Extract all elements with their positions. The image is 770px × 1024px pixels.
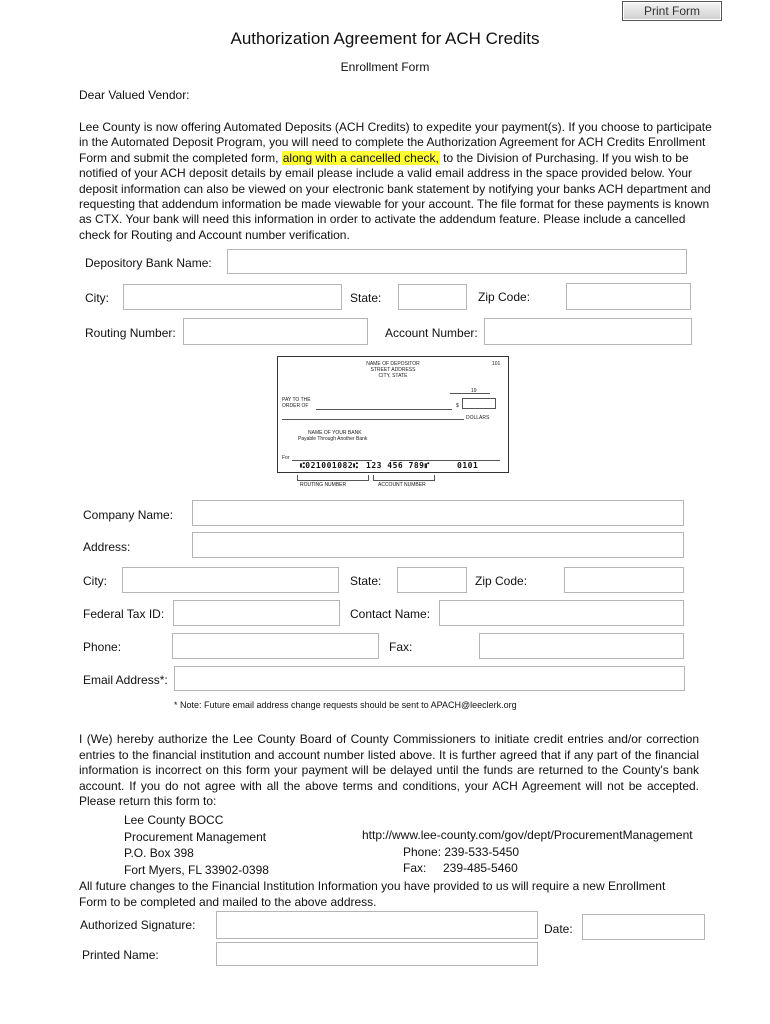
intro-highlight: along with a cancelled check, bbox=[282, 150, 439, 165]
depository-bank-name-field[interactable] bbox=[227, 249, 687, 274]
check-dollar-sign: $ bbox=[456, 403, 459, 409]
company-state-field[interactable] bbox=[397, 567, 467, 593]
address-field[interactable] bbox=[192, 532, 684, 558]
company-name-field[interactable] bbox=[192, 500, 684, 526]
contact-name-label: Contact Name: bbox=[350, 607, 431, 621]
check-micr-account: 123 456 789⑈ bbox=[366, 461, 430, 470]
intro-text-after: to the Division of Purchasing. If you wish to be notified of your ACH deposit details by email please include a valid email address in the space provided below. Your deposit information can also be viewed on your electronic bank statement by notifying your banks ACH department and requesting that addendum information be made viewable for your account. The file format for these payments is known as CTX. Your bank will need this information in order to activate the addendum feature. Please include a cancelled check for Routing and Account number verification. bbox=[79, 150, 711, 242]
check-order-of-label: ORDER OF bbox=[282, 403, 309, 409]
intro-paragraph bbox=[79, 120, 719, 243]
contact-name-field[interactable] bbox=[439, 600, 684, 626]
return-address-line3: P.O. Box 398 bbox=[124, 846, 194, 860]
authorized-signature-field[interactable] bbox=[216, 911, 538, 939]
procurement-phone: Phone: 239-533-5450 bbox=[403, 845, 520, 859]
check-dollars-label: DOLLARS bbox=[466, 415, 490, 421]
check-city-state: CITY, STATE bbox=[378, 373, 408, 379]
check-written-amount-line bbox=[282, 419, 464, 420]
check-street-address: STREET ADDRESS bbox=[370, 367, 416, 373]
greeting: Dear Valued Vendor: bbox=[79, 88, 190, 102]
email-address-label: Email Address*: bbox=[83, 673, 168, 687]
procurement-url[interactable]: http://www.lee-county.com/gov/dept/ProcurementManagement bbox=[362, 828, 693, 842]
email-address-field[interactable] bbox=[174, 666, 685, 691]
fax-field[interactable] bbox=[479, 633, 684, 659]
bank-zip-label: Zip Code: bbox=[478, 290, 531, 304]
check-pay-to-label: PAY TO THE bbox=[282, 397, 311, 403]
check-number: 101 bbox=[492, 361, 501, 367]
check-account-number-label: ACCOUNT NUMBER bbox=[378, 482, 426, 488]
bank-state-field[interactable] bbox=[398, 284, 467, 310]
depository-bank-name-label: Depository Bank Name: bbox=[85, 256, 212, 270]
return-address bbox=[124, 812, 269, 878]
check-routing-number-label: ROUTING NUMBER bbox=[300, 482, 347, 488]
address-label: Address: bbox=[83, 540, 131, 554]
account-number-bracket bbox=[373, 475, 435, 481]
return-address-line1: Lee County BOCC bbox=[124, 813, 224, 827]
account-number-field[interactable] bbox=[484, 318, 692, 345]
company-state-label: State: bbox=[350, 574, 382, 588]
procurement-fax: Fax: 239-485-5460 bbox=[403, 861, 518, 875]
check-amount-box bbox=[462, 398, 496, 409]
return-address-line4: Fort Myers, FL 33902-0398 bbox=[124, 862, 269, 877]
email-change-note: * Note: Future email address change requests should be sent to APACH@leeclerk.org bbox=[174, 700, 517, 710]
page-subtitle: Enrollment Form bbox=[340, 60, 430, 74]
printed-name-label: Printed Name: bbox=[82, 948, 159, 962]
intro-text-before: Lee County is now offering Automated Deposits (ACH Credits) to expedite your payment(s). If you choose to participate in the Automated Deposit Program, you will need to complete the Authorization Agreement for ACH Credits Enrollment Form and submit the completed form, bbox=[79, 120, 712, 165]
page-title: Authorization Agreement for ACH Credits bbox=[230, 29, 540, 48]
routing-number-field[interactable] bbox=[183, 318, 368, 345]
phone-label: Phone: bbox=[83, 640, 122, 654]
account-number-label: Account Number: bbox=[385, 326, 478, 340]
check-payee-line bbox=[316, 409, 452, 410]
bank-zip-field[interactable] bbox=[566, 283, 691, 310]
date-label: Date: bbox=[544, 922, 573, 936]
company-city-field[interactable] bbox=[122, 567, 339, 593]
federal-tax-id-field[interactable] bbox=[173, 600, 340, 626]
company-zip-field[interactable] bbox=[564, 567, 684, 593]
routing-number-label: Routing Number: bbox=[85, 326, 176, 340]
company-zip-label: Zip Code: bbox=[475, 574, 528, 588]
bank-city-label: City: bbox=[85, 291, 109, 305]
check-payable-through: Payable Through Another Bank bbox=[298, 436, 368, 442]
return-address-line2: Procurement Management bbox=[124, 829, 267, 844]
authorized-signature-label: Authorized Signature: bbox=[80, 918, 196, 932]
check-date-line bbox=[450, 393, 490, 394]
bank-state-label: State: bbox=[350, 291, 382, 305]
routing-number-bracket bbox=[297, 475, 369, 481]
check-bank-name: NAME OF YOUR BANK bbox=[308, 430, 362, 436]
future-changes-paragraph: All future changes to the Financial Institution Information you have provided to us will require a new Enrollment Form to be completed and mailed to the above address. bbox=[79, 879, 666, 909]
authorization-paragraph: I (We) hereby authorize the Lee County Board of County Commissioners to initiate credit entries and/or correction entries to the financial institution and account number listed above. It is further agreed that if any part of the financial information is incorrect on this form your payment will be delayed until the funds are returned to the County's bank account. If you do not agree with all the above terms and conditions, your ACH Agreement will not be accepted. Please return this form to: bbox=[79, 732, 699, 809]
check-depositor-name: NAME OF DEPOSITOR bbox=[366, 361, 420, 367]
check-for-label: For bbox=[282, 455, 290, 461]
printed-name-field[interactable] bbox=[216, 942, 538, 966]
check-micr-routing: ⑆021001082⑆ bbox=[300, 461, 359, 470]
check-micr-check-number: 0101 bbox=[457, 461, 479, 470]
date-field[interactable] bbox=[582, 914, 705, 940]
print-form-button[interactable]: Print Form bbox=[622, 1, 722, 21]
federal-tax-id-label: Federal Tax ID: bbox=[83, 607, 165, 621]
company-name-label: Company Name: bbox=[83, 508, 174, 522]
company-city-label: City: bbox=[83, 574, 107, 588]
check-date-suffix: 19 bbox=[471, 388, 477, 394]
sample-check-image bbox=[277, 356, 509, 473]
phone-field[interactable] bbox=[172, 633, 379, 659]
bank-city-field[interactable] bbox=[123, 284, 342, 310]
fax-label: Fax: bbox=[389, 640, 413, 654]
